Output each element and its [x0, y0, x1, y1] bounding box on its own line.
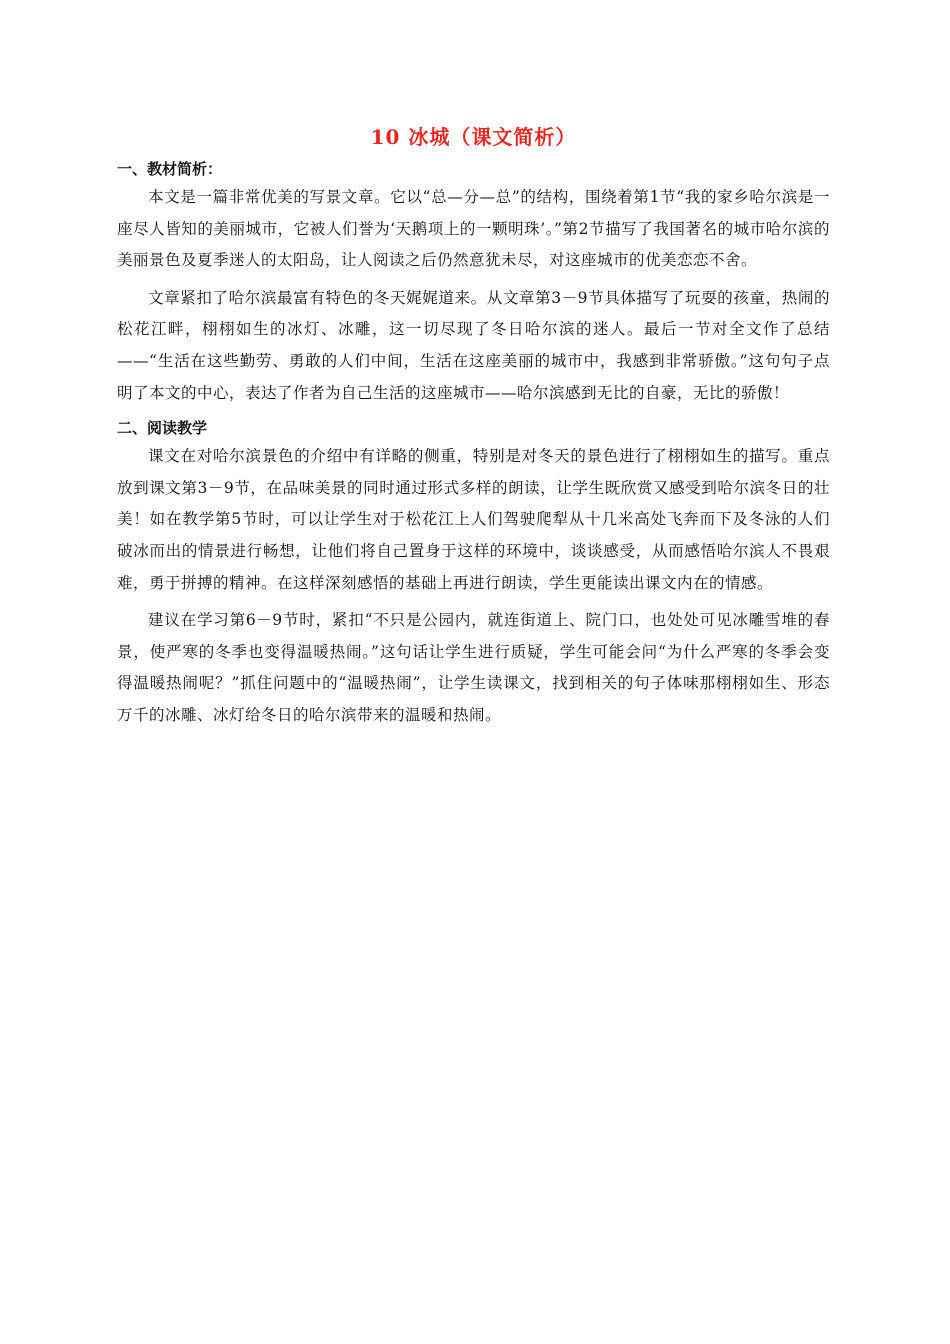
paragraph: 文章紧扣了哈尔滨最富有特色的冬天娓娓道来。从文章第3－9节具体描写了玩耍的孩童，热闹的松花江畔，栩栩如生的冰灯、冰雕，这一切尽现了冬日哈尔滨的迷人。最后一节对全文作了总结——“生活在这些勤劳、勇敢的人们中间，生活在这座美丽的城市中，我感到非常骄傲。”这句句子点明了本文的中心，表达了作者为自己生活的这座城市——哈尔滨感到无比的自豪，无比的骄傲！ — [117, 288, 830, 402]
section-reading-teaching — [117, 415, 830, 731]
page-title: 10 冰城（课文简析） — [370, 125, 577, 149]
paragraph: 本文是一篇非常优美的写景文章。它以“总—分—总”的结构，围绕着第1节“我的家乡哈尔滨是一座尽人皆知的美丽城市，它被人们誉为‘天鹅项上的一颗明珠’。”第2节描写了我国著名的城市哈尔滨的美丽景色及夏季迷人的太阳岛，让人阅读之后仍然意犹未尽，对这座城市的优美恋恋不舍。 — [117, 188, 830, 270]
paragraph: 课文在对哈尔滨景色的介绍中有详略的侧重，特别是对冬天的景色进行了栩栩如生的描写。重点放到课文第3－9节，在品味美景的同时通过形式多样的朗读，让学生既欣赏又感受到哈尔滨冬日的壮美！如在教学第5节时，可以让学生对于松花江上人们驾驶爬犁从十几米高处飞奔而下及冬泳的人们破冰而出的情景进行畅想，让他们将自己置身于这样的环境中，谈谈感受，从而感悟哈尔滨人不畏艰难，勇于拼搏的精神。在这样深刻感悟的基础上再进行朗读，学生更能读出课文内在的情感。 — [117, 447, 830, 592]
section-heading: 一、教材简析： — [117, 160, 223, 178]
document-page — [117, 118, 830, 738]
section-heading: 二、阅读教学 — [117, 419, 208, 438]
paragraph: 建议在学习第6－9节时，紧扣“不只是公园内，就连街道上、院门口，也处处可见冰雕雪堆的春景，使严寒的冬季也变得温暖热闹。”这句话让学生进行质疑，学生可能会问“为什么严寒的冬季会变得温暖热闹呢？”抓住问题中的“温暖热闹”，让学生读课文，找到相关的句子体味那栩栩如生、形态万千的冰雕、冰灯给冬日的哈尔滨带来的温暖和热闹。 — [117, 611, 830, 724]
section-textbook-analysis — [117, 156, 830, 409]
